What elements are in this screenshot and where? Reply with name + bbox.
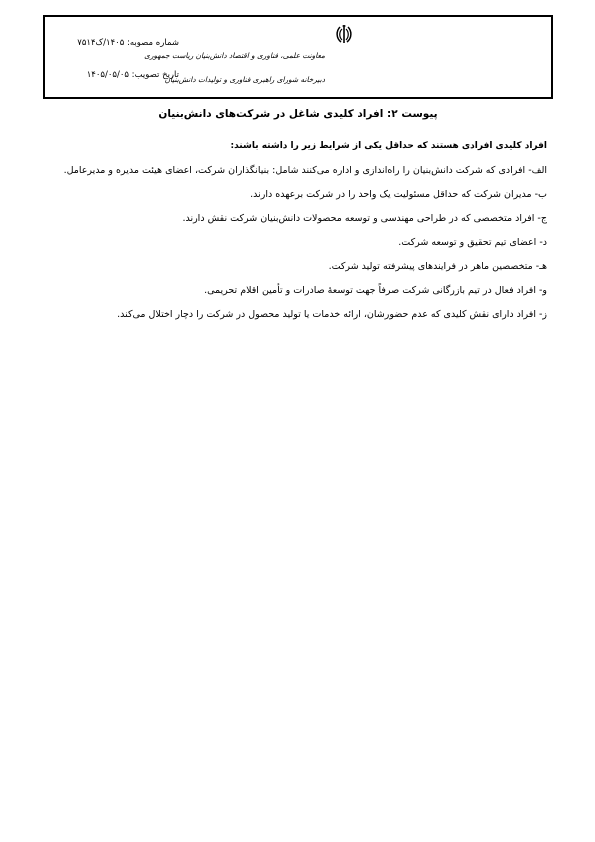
list-item: الف- افرادی که شرکت دانش‌بنیان را راه‌اندازی و اداره می‌کنند شامل: بنیانگذاران شرکت، اعضای هیئت مدیره و مدیرعامل. [63, 165, 547, 176]
document-title: پیوست ۲: افراد کلیدی شاغل در شرکت‌های دانش‌بنیان [158, 108, 438, 120]
intro-text: افراد کلیدی افرادی هستند که حداقل یکی از شرایط زیر را داشته باشند: [230, 141, 547, 151]
iran-emblem-icon [333, 23, 355, 45]
list-item: ج- افراد متخصصی که در طراحی مهندسی و توسعه محصولات دانش‌بنیان شرکت نقش دارند. [182, 213, 547, 224]
header-box [43, 15, 553, 99]
approval-date: تاریخ تصویب: ۱۴۰۵/۰۵/۰۵ [86, 70, 179, 80]
list-item: هـ- متخصصین ماهر در فرایندهای پیشرفته تولید شرکت. [328, 261, 547, 272]
list-item: و- افراد فعال در تیم بازرگانی شرکت صرفاً جهت توسعهٔ صادرات و تأمین اقلام تحریمی. [204, 285, 547, 296]
document-body [42, 139, 547, 327]
list-item: د- اعضای تیم تحقیق و توسعه شرکت. [398, 237, 547, 248]
gov-line-1: معاونت علمی، فناوری و اقتصاد دانش‌بنیان ریاست جمهوری [144, 51, 325, 60]
list-item: ب- مدیران شرکت که حداقل مسئولیت یک واحد را در شرکت برعهده دارند. [250, 189, 547, 200]
list-item: ز- افراد دارای نقش کلیدی که عدم حضورشان، ارائه خدمات یا تولید محصول در شرکت را دچار اختلال می‌کند. [117, 309, 547, 320]
gov-line-2: دبیرخانه شورای راهبری فناوری و تولیدات دانش‌بنیان [164, 75, 325, 84]
approval-number: شماره مصوبه: ۱۴۰۵/ک۷۵۱۴ [77, 38, 179, 48]
